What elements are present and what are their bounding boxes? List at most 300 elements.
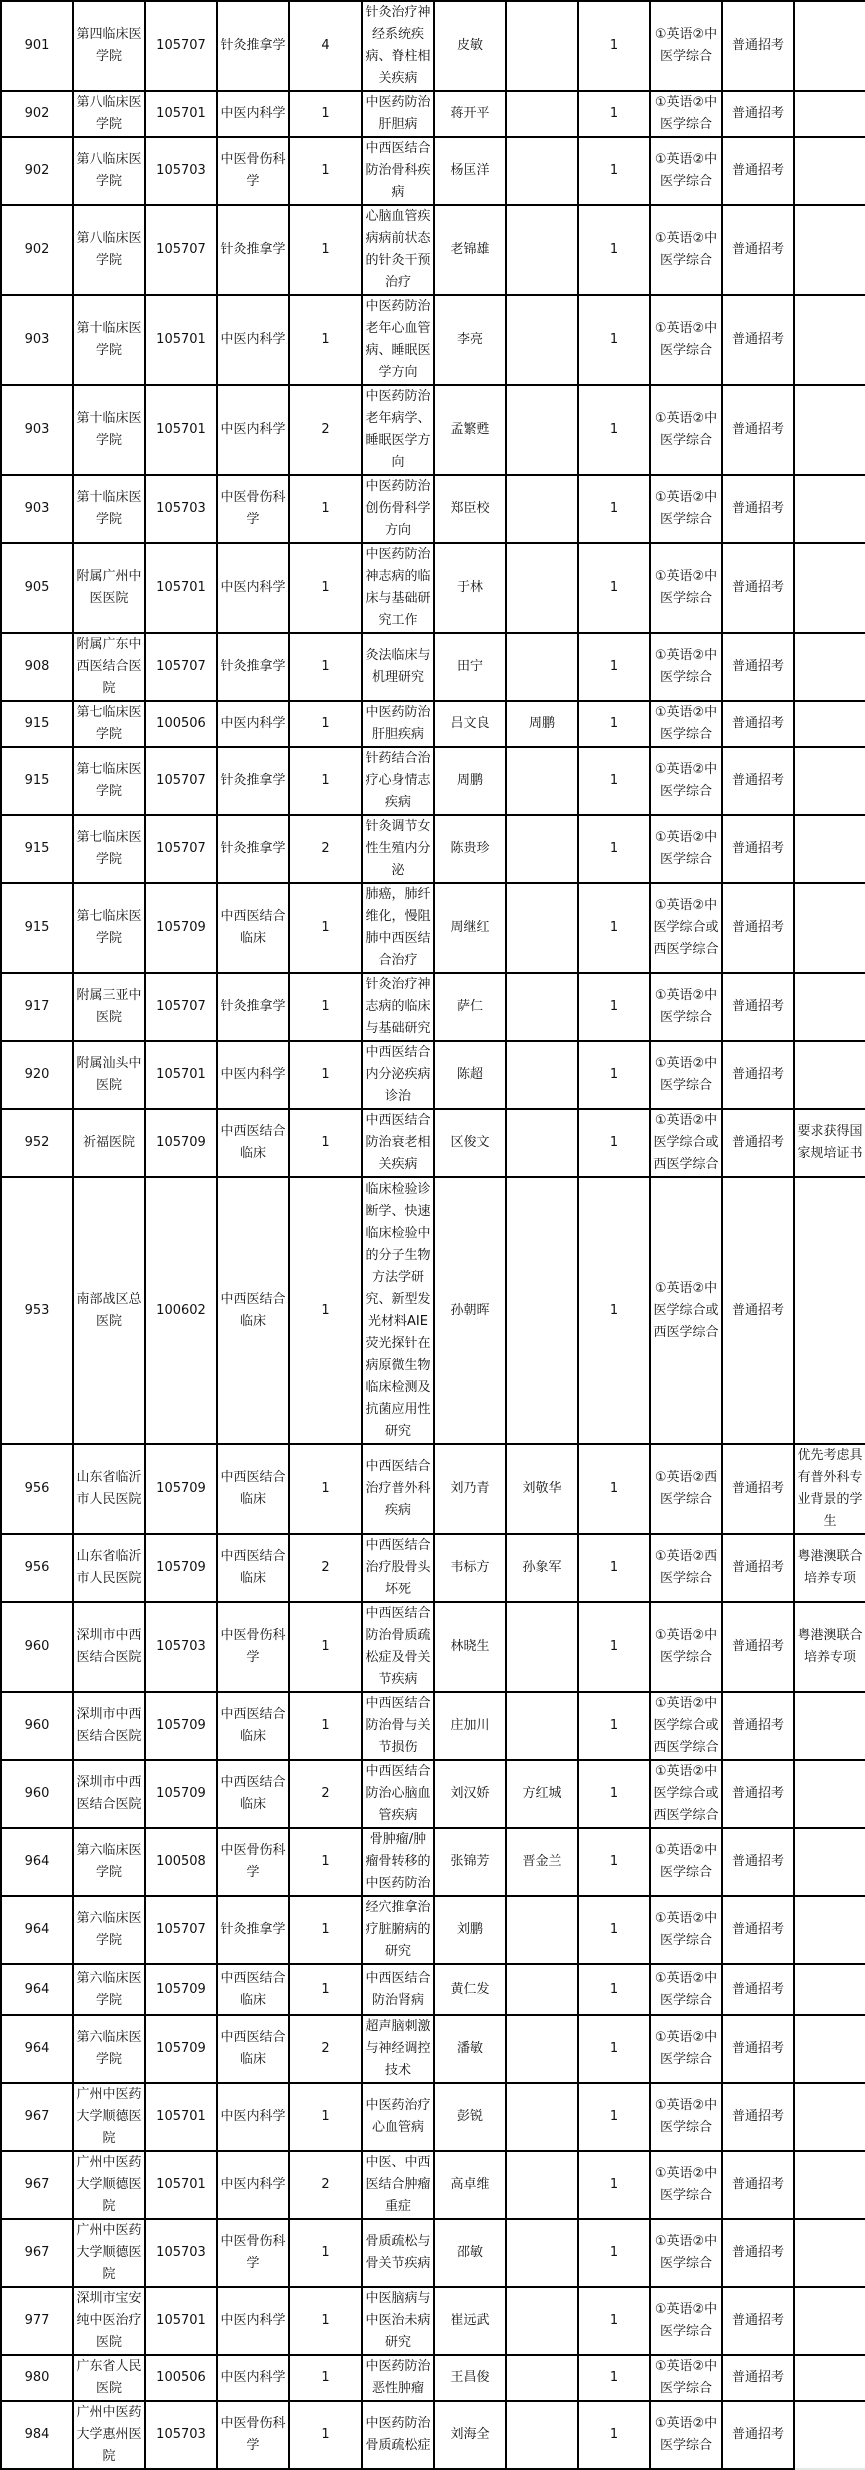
major-name-cell: 中医内科学 (217, 543, 289, 633)
unit-code-cell: 964 (1, 1964, 73, 2015)
quota-cell: 1 (578, 1444, 650, 1534)
supervisor-cell: 蒋开平 (434, 91, 506, 137)
unit-code-cell: 915 (1, 701, 73, 747)
table-row (1, 633, 865, 701)
supervisor-cell: 王昌俊 (434, 2355, 506, 2401)
table-row (1, 543, 865, 633)
research-direction-cell: 中医药防治恶性肿瘤 (362, 2355, 434, 2401)
exam-subjects-cell: ①英语②中医学综合或西医学综合 (650, 1692, 722, 1760)
exam-subjects-cell: ①英语②中医学综合 (650, 973, 722, 1041)
major-code-cell: 105701 (145, 2287, 217, 2355)
direction-no-cell: 1 (289, 747, 362, 815)
supervisor-cell: 皮敏 (434, 1, 506, 91)
major-name-cell: 中医内科学 (217, 701, 289, 747)
co-supervisor-cell (506, 747, 578, 815)
major-code-cell: 105709 (145, 883, 217, 973)
supervisor-cell: 于林 (434, 543, 506, 633)
unit-code-cell: 905 (1, 543, 73, 633)
research-direction-cell: 中医药防治神志病的临床与基础研究工作 (362, 543, 434, 633)
unit-name-cell: 深圳市中西医结合医院 (73, 1602, 145, 1692)
unit-name-cell: 附属三亚中医院 (73, 973, 145, 1041)
supervisor-cell: 刘乃青 (434, 1444, 506, 1534)
note-cell (794, 2287, 865, 2355)
unit-name-cell: 第七临床医学院 (73, 701, 145, 747)
table-row (1, 747, 865, 815)
exam-subjects-cell: ①英语②中医学综合 (650, 1828, 722, 1896)
quota-cell: 1 (578, 1602, 650, 1692)
table-row (1, 1534, 865, 1602)
admission-type-cell: 普通招考 (722, 1444, 794, 1534)
unit-code-cell: 915 (1, 747, 73, 815)
unit-name-cell: 广州中医药大学顺德医院 (73, 2219, 145, 2287)
major-code-cell: 105709 (145, 1760, 217, 1828)
unit-code-cell: 903 (1, 385, 73, 475)
admission-type-cell: 普通招考 (722, 91, 794, 137)
co-supervisor-cell (506, 137, 578, 205)
direction-no-cell: 1 (289, 205, 362, 295)
research-direction-cell: 中医药防治肝胆疾病 (362, 701, 434, 747)
table-row (1, 1692, 865, 1760)
unit-name-cell: 广州中医药大学顺德医院 (73, 2151, 145, 2219)
major-code-cell: 105707 (145, 973, 217, 1041)
direction-no-cell: 2 (289, 815, 362, 883)
table-row (1, 385, 865, 475)
unit-code-cell: 908 (1, 633, 73, 701)
unit-name-cell: 山东省临沂市人民医院 (73, 1444, 145, 1534)
table-row (1, 2151, 865, 2219)
direction-no-cell: 1 (289, 295, 362, 385)
admission-type-cell: 普通招考 (722, 2083, 794, 2151)
major-name-cell: 中医内科学 (217, 295, 289, 385)
research-direction-cell: 肺癌，肺纤维化，慢阻肺中西医结合治疗 (362, 883, 434, 973)
unit-name-cell: 第八临床医学院 (73, 91, 145, 137)
research-direction-cell: 骨质疏松与骨关节疾病 (362, 2219, 434, 2287)
major-code-cell: 105709 (145, 1444, 217, 1534)
unit-code-cell: 960 (1, 1692, 73, 1760)
exam-subjects-cell: ①英语②中医学综合 (650, 385, 722, 475)
supervisor-cell: 刘鹏 (434, 1896, 506, 1964)
quota-cell: 1 (578, 543, 650, 633)
table-row (1, 137, 865, 205)
research-direction-cell: 中西医结合防治骨质疏松症及骨关节疾病 (362, 1602, 434, 1692)
quota-cell: 1 (578, 475, 650, 543)
unit-code-cell: 915 (1, 815, 73, 883)
unit-code-cell: 964 (1, 1896, 73, 1964)
admission-type-cell: 普通招考 (722, 1534, 794, 1602)
research-direction-cell: 中西医结合治疗普外科疾病 (362, 1444, 434, 1534)
direction-no-cell: 1 (289, 2287, 362, 2355)
supervisor-cell: 高卓维 (434, 2151, 506, 2219)
exam-subjects-cell: ①英语②中医学综合或西医学综合 (650, 1177, 722, 1444)
co-supervisor-cell: 晋金兰 (506, 1828, 578, 1896)
note-cell: 优先考虑具有普外科专业背景的学生 (794, 1444, 865, 1534)
supervisor-cell: 韦标方 (434, 1534, 506, 1602)
unit-name-cell: 南部战区总医院 (73, 1177, 145, 1444)
note-cell: 粤港澳联合培养专项 (794, 1534, 865, 1602)
major-code-cell: 105707 (145, 205, 217, 295)
co-supervisor-cell (506, 1896, 578, 1964)
direction-no-cell: 1 (289, 1041, 362, 1109)
co-supervisor-cell (506, 385, 578, 475)
direction-no-cell: 2 (289, 385, 362, 475)
major-name-cell: 中医内科学 (217, 2083, 289, 2151)
exam-subjects-cell: ①英语②中医学综合 (650, 815, 722, 883)
quota-cell: 1 (578, 2083, 650, 2151)
direction-no-cell: 1 (289, 1828, 362, 1896)
major-name-cell: 中西医结合临床 (217, 1444, 289, 1534)
table-row (1, 973, 865, 1041)
unit-name-cell: 第十临床医学院 (73, 295, 145, 385)
research-direction-cell: 心脑血管疾病病前状态的针灸干预治疗 (362, 205, 434, 295)
major-name-cell: 中西医结合临床 (217, 1964, 289, 2015)
note-cell: 粤港澳联合培养专项 (794, 1602, 865, 1692)
direction-no-cell: 1 (289, 475, 362, 543)
table-row (1, 701, 865, 747)
major-code-cell: 105703 (145, 1602, 217, 1692)
note-cell (794, 205, 865, 295)
supervisor-cell: 孙朝晖 (434, 1177, 506, 1444)
admission-type-cell: 普通招考 (722, 1760, 794, 1828)
unit-code-cell: 903 (1, 295, 73, 385)
exam-subjects-cell: ①英语②中医学综合 (650, 747, 722, 815)
major-code-cell: 105707 (145, 1, 217, 91)
admission-type-cell: 普通招考 (722, 2219, 794, 2287)
major-code-cell: 105701 (145, 295, 217, 385)
quota-cell: 1 (578, 1177, 650, 1444)
unit-name-cell: 深圳市中西医结合医院 (73, 1760, 145, 1828)
unit-name-cell: 广东省人民医院 (73, 2355, 145, 2401)
note-cell (794, 747, 865, 815)
research-direction-cell: 中医药防治创伤骨科学方向 (362, 475, 434, 543)
exam-subjects-cell: ①英语②中医学综合 (650, 1964, 722, 2015)
direction-no-cell: 1 (289, 1964, 362, 2015)
table-row (1, 1, 865, 91)
direction-no-cell: 1 (289, 1109, 362, 1177)
unit-code-cell: 964 (1, 2015, 73, 2083)
unit-code-cell: 915 (1, 883, 73, 973)
co-supervisor-cell (506, 1109, 578, 1177)
co-supervisor-cell (506, 1041, 578, 1109)
research-direction-cell: 中医药防治肝胆病 (362, 91, 434, 137)
major-code-cell: 105709 (145, 2015, 217, 2083)
major-name-cell: 中医骨伤科学 (217, 1828, 289, 1896)
quota-cell: 1 (578, 1041, 650, 1109)
note-cell (794, 1177, 865, 1444)
unit-name-cell: 第十临床医学院 (73, 475, 145, 543)
quota-cell: 1 (578, 205, 650, 295)
quota-cell: 1 (578, 973, 650, 1041)
major-code-cell: 105707 (145, 1896, 217, 1964)
direction-no-cell: 1 (289, 883, 362, 973)
major-name-cell: 中医骨伤科学 (217, 137, 289, 205)
co-supervisor-cell: 周鹏 (506, 701, 578, 747)
supervisor-cell: 邵敏 (434, 2219, 506, 2287)
major-name-cell: 中医骨伤科学 (217, 475, 289, 543)
unit-name-cell: 祈福医院 (73, 1109, 145, 1177)
supervisor-cell: 陈超 (434, 1041, 506, 1109)
note-cell (794, 815, 865, 883)
table-row (1, 2015, 865, 2083)
major-name-cell: 针灸推拿学 (217, 747, 289, 815)
quota-cell: 1 (578, 1760, 650, 1828)
note-cell (794, 1828, 865, 1896)
unit-name-cell: 山东省临沂市人民医院 (73, 1534, 145, 1602)
exam-subjects-cell: ①英语②中医学综合 (650, 475, 722, 543)
supervisor-cell: 彭锐 (434, 2083, 506, 2151)
exam-subjects-cell: ①英语②中医学综合 (650, 137, 722, 205)
admission-type-cell: 普通招考 (722, 543, 794, 633)
unit-name-cell: 附属广州中医医院 (73, 543, 145, 633)
research-direction-cell: 针灸治疗神经系统疾病、脊柱相关疾病 (362, 1, 434, 91)
co-supervisor-cell (506, 1177, 578, 1444)
unit-name-cell: 第四临床医学院 (73, 1, 145, 91)
unit-code-cell: 952 (1, 1109, 73, 1177)
major-code-cell: 105703 (145, 2219, 217, 2287)
co-supervisor-cell (506, 2083, 578, 2151)
direction-no-cell: 1 (289, 1177, 362, 1444)
unit-code-cell: 903 (1, 475, 73, 543)
table-row (1, 91, 865, 137)
co-supervisor-cell: 孙象军 (506, 1534, 578, 1602)
co-supervisor-cell (506, 815, 578, 883)
exam-subjects-cell: ①英语②中医学综合 (650, 1896, 722, 1964)
note-cell (794, 543, 865, 633)
unit-code-cell: 902 (1, 205, 73, 295)
note-cell (794, 385, 865, 475)
quota-cell: 1 (578, 1109, 650, 1177)
table-row (1, 2083, 865, 2151)
unit-code-cell: 902 (1, 91, 73, 137)
quota-cell: 1 (578, 2401, 650, 2469)
major-name-cell: 中西医结合临床 (217, 1177, 289, 1444)
admission-type-cell: 普通招考 (722, 1692, 794, 1760)
supervisor-cell: 周继红 (434, 883, 506, 973)
exam-subjects-cell: ①英语②中医学综合 (650, 205, 722, 295)
admission-type-cell: 普通招考 (722, 1041, 794, 1109)
co-supervisor-cell (506, 2015, 578, 2083)
co-supervisor-cell (506, 973, 578, 1041)
quota-cell: 1 (578, 1828, 650, 1896)
research-direction-cell: 中西医结合防治肾病 (362, 1964, 434, 2015)
admission-type-cell: 普通招考 (722, 205, 794, 295)
unit-code-cell: 960 (1, 1602, 73, 1692)
note-cell (794, 295, 865, 385)
unit-code-cell: 977 (1, 2287, 73, 2355)
co-supervisor-cell (506, 205, 578, 295)
admission-type-cell: 普通招考 (722, 1, 794, 91)
quota-cell: 1 (578, 385, 650, 475)
exam-subjects-cell: ①英语②西医学综合 (650, 1534, 722, 1602)
major-code-cell: 105703 (145, 2401, 217, 2469)
admission-type-cell: 普通招考 (722, 2355, 794, 2401)
supervisor-cell: 陈贵珍 (434, 815, 506, 883)
major-code-cell: 105701 (145, 1041, 217, 1109)
research-direction-cell: 中西医结合防治骨与关节损伤 (362, 1692, 434, 1760)
unit-code-cell: 917 (1, 973, 73, 1041)
table-row (1, 1444, 865, 1534)
admission-type-cell: 普通招考 (722, 137, 794, 205)
unit-name-cell: 第八临床医学院 (73, 205, 145, 295)
table-row (1, 815, 865, 883)
major-name-cell: 针灸推拿学 (217, 1896, 289, 1964)
research-direction-cell: 灸法临床与机理研究 (362, 633, 434, 701)
major-name-cell: 中医内科学 (217, 2287, 289, 2355)
note-cell (794, 2219, 865, 2287)
major-name-cell: 中医骨伤科学 (217, 1602, 289, 1692)
research-direction-cell: 经穴推拿治疗脏腑病的研究 (362, 1896, 434, 1964)
note-cell (794, 91, 865, 137)
admission-type-cell: 普通招考 (722, 973, 794, 1041)
exam-subjects-cell: ①英语②中医学综合 (650, 633, 722, 701)
unit-code-cell: 960 (1, 1760, 73, 1828)
unit-name-cell: 第六临床医学院 (73, 1896, 145, 1964)
exam-subjects-cell: ①英语②中医学综合 (650, 1041, 722, 1109)
supervisor-cell: 刘汉娇 (434, 1760, 506, 1828)
unit-name-cell: 附属汕头中医院 (73, 1041, 145, 1109)
direction-no-cell: 1 (289, 2355, 362, 2401)
major-code-cell: 105707 (145, 815, 217, 883)
unit-name-cell: 深圳市宝安纯中医治疗医院 (73, 2287, 145, 2355)
supervisor-cell: 老锦雄 (434, 205, 506, 295)
exam-subjects-cell: ①英语②中医学综合 (650, 701, 722, 747)
note-cell (794, 137, 865, 205)
research-direction-cell: 中医药防治老年心血管病、睡眠医学方向 (362, 295, 434, 385)
major-name-cell: 针灸推拿学 (217, 633, 289, 701)
research-direction-cell: 骨肿瘤/肿瘤骨转移的中医药防治 (362, 1828, 434, 1896)
research-direction-cell: 中医药治疗心血管病 (362, 2083, 434, 2151)
research-direction-cell: 中医、中西医结合肿瘤重症 (362, 2151, 434, 2219)
quota-cell: 1 (578, 1, 650, 91)
supervisor-cell: 刘海全 (434, 2401, 506, 2469)
exam-subjects-cell: ①英语②中医学综合 (650, 2083, 722, 2151)
major-name-cell: 中医内科学 (217, 2355, 289, 2401)
direction-no-cell: 2 (289, 1534, 362, 1602)
co-supervisor-cell (506, 543, 578, 633)
co-supervisor-cell (506, 2355, 578, 2401)
exam-subjects-cell: ①英语②中医学综合 (650, 2151, 722, 2219)
major-name-cell: 中西医结合临床 (217, 1760, 289, 1828)
admission-type-cell: 普通招考 (722, 475, 794, 543)
note-cell (794, 2355, 865, 2401)
unit-code-cell: 902 (1, 137, 73, 205)
quota-cell: 1 (578, 1534, 650, 1602)
admission-type-cell: 普通招考 (722, 1177, 794, 1444)
admission-type-cell: 普通招考 (722, 2151, 794, 2219)
exam-subjects-cell: ①英语②中医学综合 (650, 543, 722, 633)
research-direction-cell: 中西医结合内分泌疾病诊治 (362, 1041, 434, 1109)
admission-type-cell: 普通招考 (722, 633, 794, 701)
supervisor-cell: 潘敏 (434, 2015, 506, 2083)
admission-type-cell: 普通招考 (722, 385, 794, 475)
note-cell: 要求获得国家规培证书 (794, 1109, 865, 1177)
table-row (1, 1177, 865, 1444)
research-direction-cell: 中西医结合治疗股骨头坏死 (362, 1534, 434, 1602)
unit-name-cell: 第八临床医学院 (73, 137, 145, 205)
note-cell (794, 1, 865, 91)
admission-type-cell: 普通招考 (722, 1109, 794, 1177)
exam-subjects-cell: ①英语②中医学综合 (650, 2015, 722, 2083)
major-name-cell: 中医内科学 (217, 1041, 289, 1109)
major-code-cell: 105701 (145, 91, 217, 137)
note-cell (794, 1896, 865, 1964)
quota-cell: 1 (578, 701, 650, 747)
direction-no-cell: 1 (289, 543, 362, 633)
quota-cell: 1 (578, 815, 650, 883)
quota-cell: 1 (578, 137, 650, 205)
unit-code-cell: 984 (1, 2401, 73, 2469)
unit-code-cell: 920 (1, 1041, 73, 1109)
major-code-cell: 105703 (145, 475, 217, 543)
research-direction-cell: 中医药防治老年病学、睡眠医学方向 (362, 385, 434, 475)
major-code-cell: 105707 (145, 633, 217, 701)
quota-cell: 1 (578, 1964, 650, 2015)
table-row (1, 1828, 865, 1896)
major-name-cell: 中医骨伤科学 (217, 2219, 289, 2287)
major-name-cell: 中医内科学 (217, 2151, 289, 2219)
note-cell (794, 973, 865, 1041)
unit-code-cell: 967 (1, 2151, 73, 2219)
quota-cell: 1 (578, 2151, 650, 2219)
note-cell (794, 633, 865, 701)
direction-no-cell: 2 (289, 1760, 362, 1828)
exam-subjects-cell: ①英语②中医学综合或西医学综合 (650, 1109, 722, 1177)
major-code-cell: 105709 (145, 1109, 217, 1177)
co-supervisor-cell (506, 1692, 578, 1760)
unit-code-cell: 953 (1, 1177, 73, 1444)
unit-code-cell: 967 (1, 2219, 73, 2287)
major-code-cell: 105709 (145, 1692, 217, 1760)
note-cell (794, 883, 865, 973)
co-supervisor-cell (506, 1964, 578, 2015)
research-direction-cell: 临床检验诊断学、快速临床检验中的分子生物方法学研究、新型发光材料AIE荧光探针在病原微生物临床检测及抗菌应用性研究 (362, 1177, 434, 1444)
direction-no-cell: 1 (289, 701, 362, 747)
major-name-cell: 针灸推拿学 (217, 815, 289, 883)
direction-no-cell: 1 (289, 1692, 362, 1760)
table-row (1, 1602, 865, 1692)
admission-type-cell: 普通招考 (722, 295, 794, 385)
admission-type-cell: 普通招考 (722, 1602, 794, 1692)
research-direction-cell: 针药结合治疗心身情志疾病 (362, 747, 434, 815)
research-direction-cell: 中西医结合防治衰老相关疾病 (362, 1109, 434, 1177)
quota-cell: 1 (578, 91, 650, 137)
direction-no-cell: 1 (289, 91, 362, 137)
note-cell (794, 2083, 865, 2151)
major-name-cell: 针灸推拿学 (217, 1, 289, 91)
unit-name-cell: 第十临床医学院 (73, 385, 145, 475)
table-row (1, 1760, 865, 1828)
co-supervisor-cell (506, 2401, 578, 2469)
direction-no-cell: 1 (289, 137, 362, 205)
admission-type-cell: 普通招考 (722, 2015, 794, 2083)
unit-code-cell: 967 (1, 2083, 73, 2151)
research-direction-cell: 中西医结合防治心脑血管疾病 (362, 1760, 434, 1828)
direction-no-cell: 2 (289, 2015, 362, 2083)
direction-no-cell: 1 (289, 2083, 362, 2151)
research-direction-cell: 中医药防治骨质疏松症 (362, 2401, 434, 2469)
major-name-cell: 中医骨伤科学 (217, 2401, 289, 2469)
co-supervisor-cell: 方红城 (506, 1760, 578, 1828)
note-cell (794, 475, 865, 543)
table-row (1, 1964, 865, 2015)
major-name-cell: 针灸推拿学 (217, 205, 289, 295)
exam-subjects-cell: ①英语②中医学综合 (650, 295, 722, 385)
table-row (1, 1896, 865, 1964)
unit-code-cell: 956 (1, 1444, 73, 1534)
unit-name-cell: 第六临床医学院 (73, 2015, 145, 2083)
table-row (1, 2355, 865, 2401)
co-supervisor-cell (506, 475, 578, 543)
major-code-cell: 105701 (145, 543, 217, 633)
